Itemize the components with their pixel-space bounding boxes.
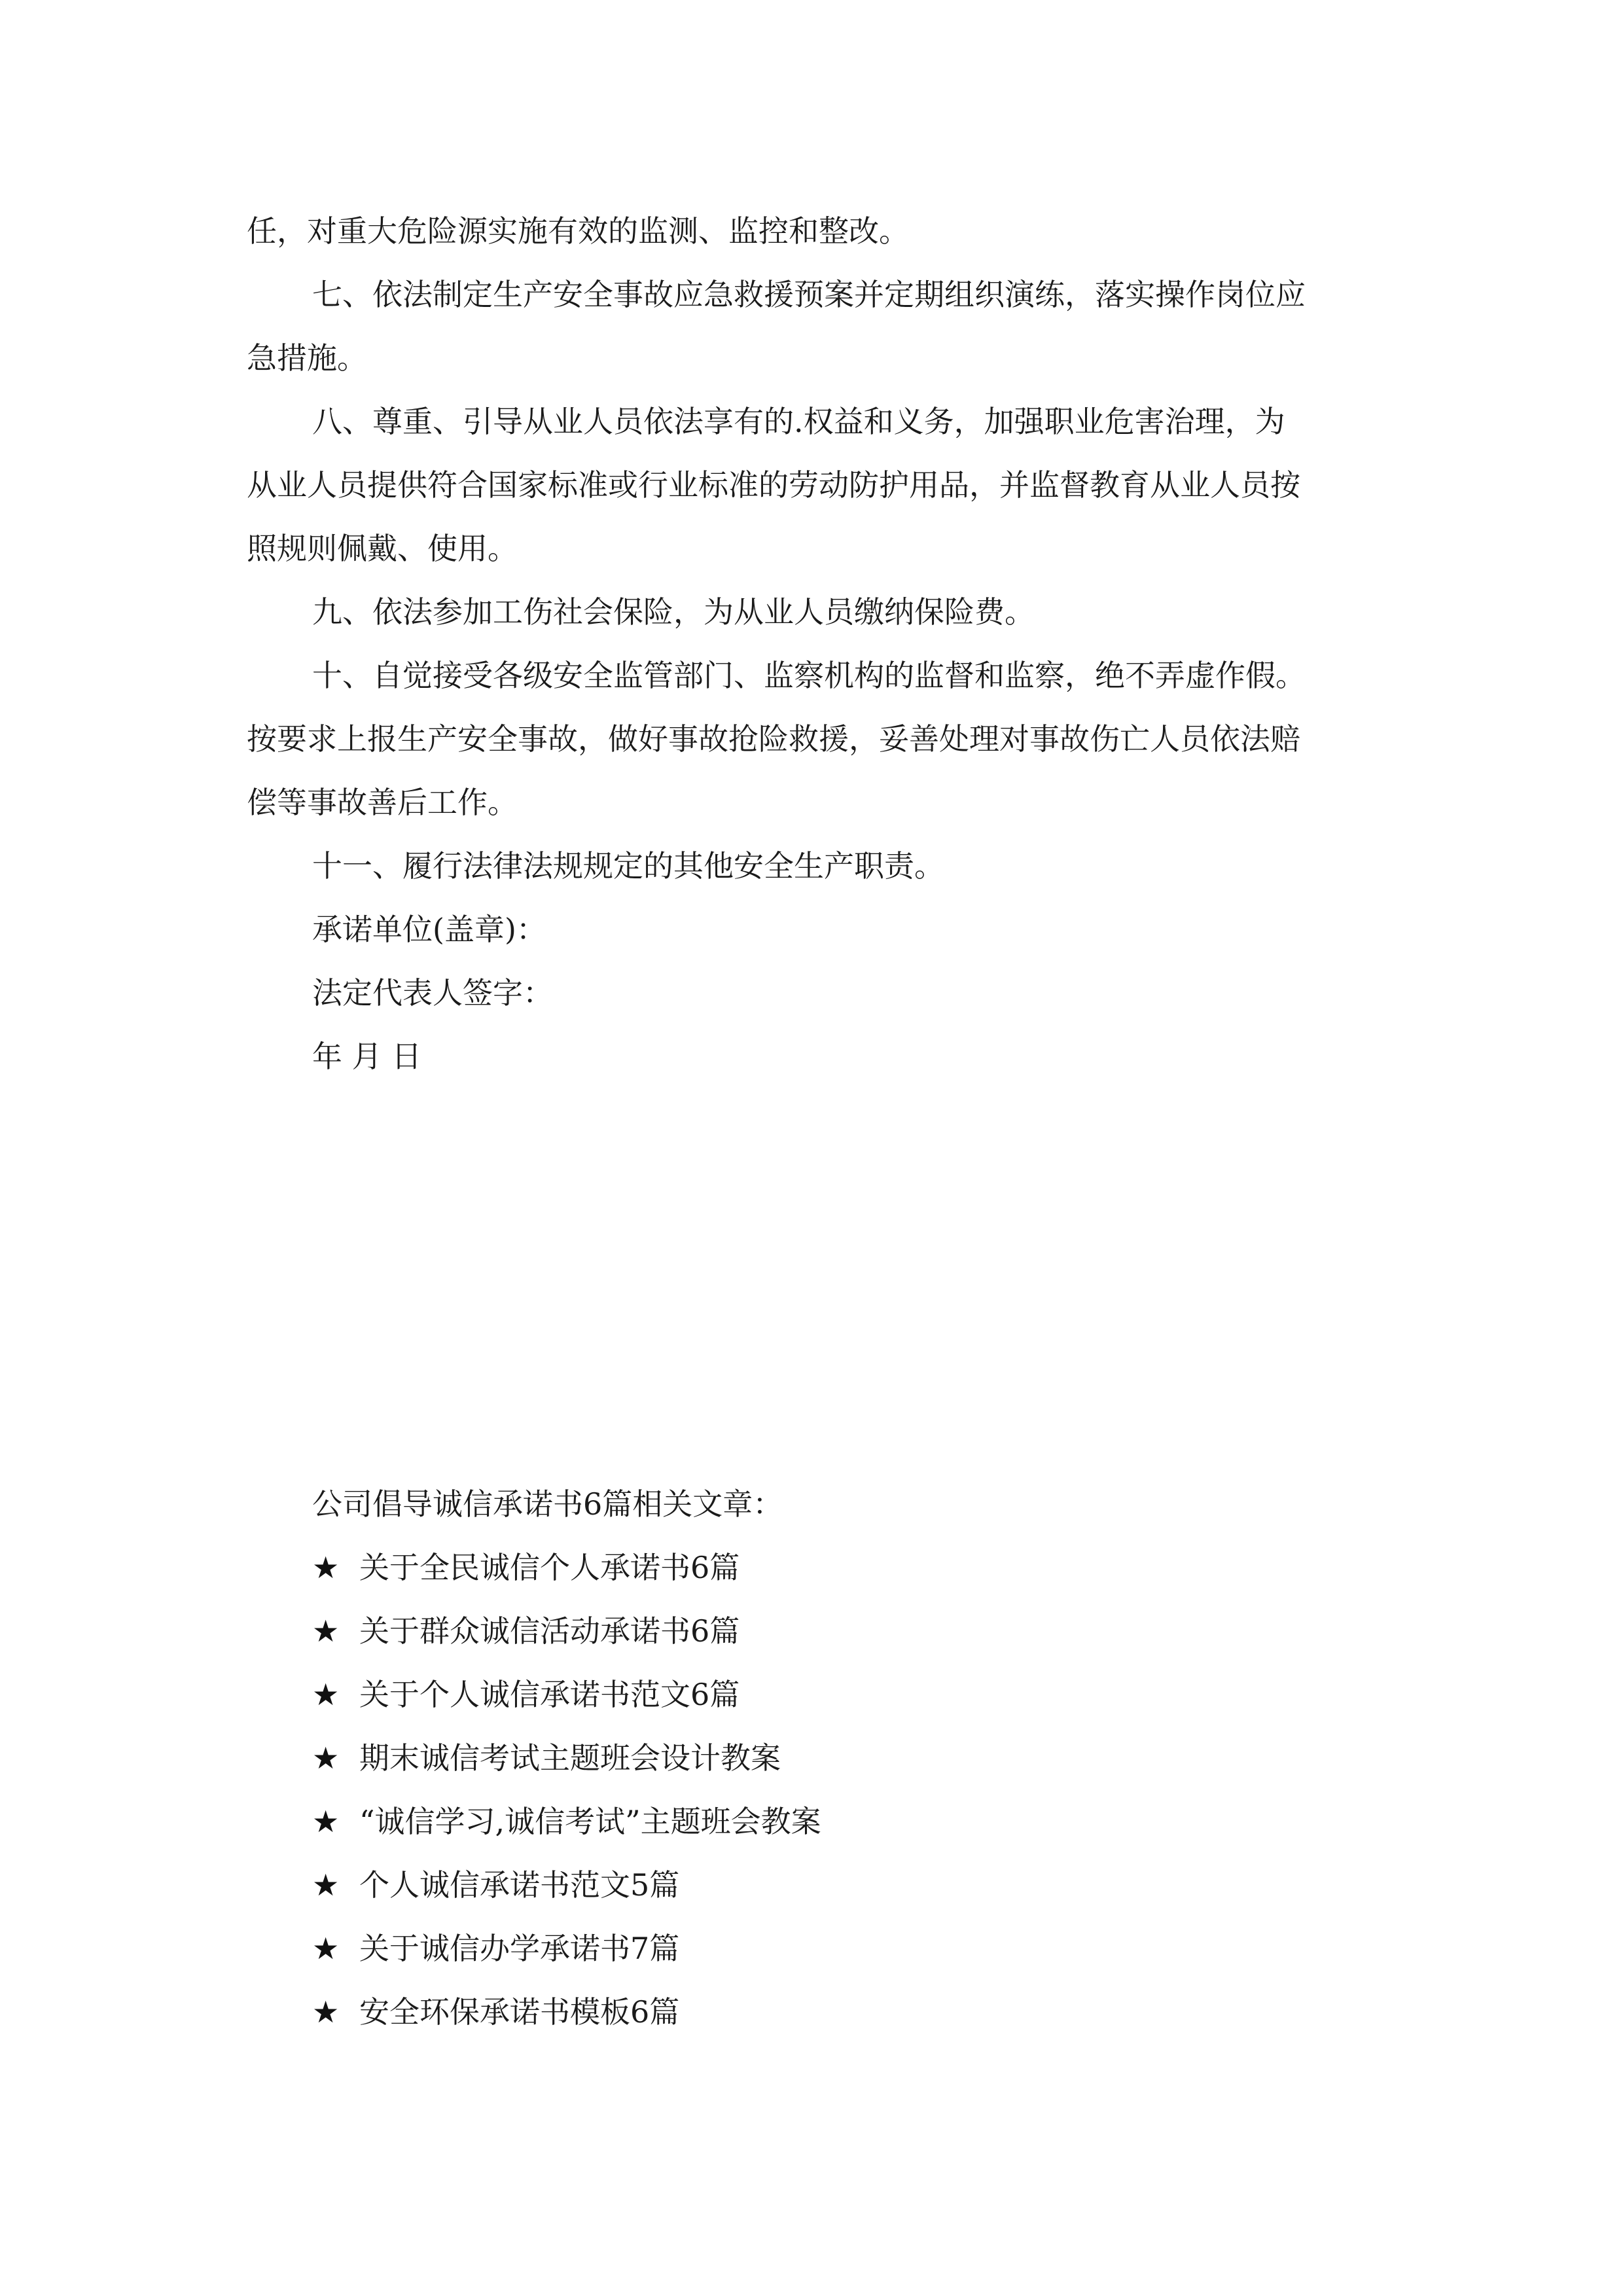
text-line: 从业人员提供符合国家标准或行业标准的劳动防护用品，并监督教育从业人员按 (247, 467, 1300, 503)
star-icon: ★ (312, 1677, 340, 1712)
related-article-title: 关于诚信办学承诺书7篇 (359, 1931, 680, 1966)
related-article-title: 个人诚信承诺书范文5篇 (359, 1867, 680, 1903)
related-article-link[interactable] (312, 1727, 1359, 1790)
document-body (247, 200, 1379, 1088)
related-article-link[interactable] (312, 1536, 1359, 1600)
related-article-link[interactable] (312, 1981, 1359, 2044)
related-article-link[interactable] (312, 1917, 1359, 1981)
related-articles-list (312, 1536, 1359, 2044)
star-icon: ★ (312, 1613, 340, 1649)
related-article-title: “诚信学习,诚信考试”主题班会教案 (359, 1804, 821, 1839)
text-line: 十、自觉接受各级安全监管部门、监察机构的监督和监察，绝不弄虚作假。 (312, 658, 1306, 693)
signature-date-label: 年 月 日 (312, 1039, 422, 1074)
clause-7 (247, 263, 1379, 390)
text-line: 按要求上报生产安全事故，做好事故抢险救援，妥善处理对事故伤亡人员依法赔 (247, 721, 1300, 757)
continuation-paragraph (247, 200, 1379, 263)
text-line: 照规则佩戴、使用。 (247, 531, 518, 566)
related-article-link[interactable] (312, 1854, 1359, 1917)
related-article-title: 安全环保承诺书模板6篇 (359, 1994, 680, 2030)
text-line: 偿等事故善后工作。 (247, 785, 518, 820)
signature-representative-label: 法定代表人签字： (312, 975, 553, 1011)
related-article-title: 关于群众诚信活动承诺书6篇 (359, 1613, 740, 1649)
star-icon: ★ (312, 1994, 340, 2030)
related-article-title: 关于全民诚信个人承诺书6篇 (359, 1550, 740, 1585)
related-articles (312, 1473, 1359, 2044)
text-line: 任，对重大危险源实施有效的监测、监控和整改。 (247, 213, 909, 249)
star-icon: ★ (312, 1804, 340, 1839)
clause-9 (247, 581, 1379, 644)
text-line: 七、依法制定生产安全事故应急救援预案并定期组织演练，落实操作岗位应 (312, 277, 1306, 312)
star-icon: ★ (312, 1550, 340, 1585)
related-article-link[interactable] (312, 1663, 1359, 1727)
related-article-title: 关于个人诚信承诺书范文6篇 (359, 1677, 740, 1712)
clause-10 (247, 644, 1379, 834)
text-line: 十一、履行法律法规规定的其他安全生产职责。 (312, 848, 944, 884)
clause-8 (247, 390, 1379, 581)
star-icon: ★ (312, 1867, 340, 1903)
related-article-link[interactable] (312, 1790, 1359, 1854)
text-line: 急措施。 (247, 340, 367, 376)
text-line: 八、尊重、引导从业人员依法享有的.权益和义务，加强职业危害治理，为 (312, 404, 1285, 439)
related-article-title: 期末诚信考试主题班会设计教案 (359, 1740, 781, 1776)
related-articles-title: 公司倡导诚信承诺书6篇相关文章： (312, 1486, 783, 1522)
signature-unit-label: 承诺单位(盖章)： (312, 912, 546, 947)
related-article-link[interactable] (312, 1600, 1359, 1663)
star-icon: ★ (312, 1740, 340, 1776)
clause-11 (247, 834, 1379, 898)
star-icon: ★ (312, 1931, 340, 1966)
text-line: 九、依法参加工伤社会保险，为从业人员缴纳保险费。 (312, 594, 1035, 630)
